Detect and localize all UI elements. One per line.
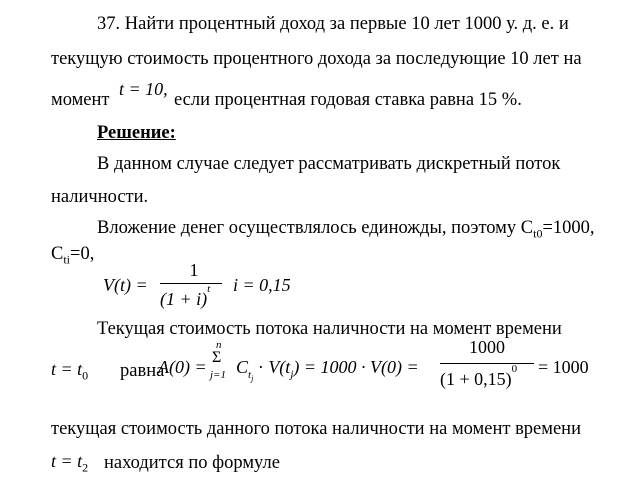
t-equals-10: t = 10, [119, 79, 168, 99]
formula-1-rhs: i = 0,15 [233, 275, 291, 295]
problem-line-1: 37. Найти процентный доход за первые 10 лет 1000 у. д. е. и [97, 14, 569, 34]
formula-2-term: $C_{t_j} \cdot V(t_j) = 1000 \cdot V(0)$ = [236, 357, 419, 383]
formula-1-denominator: $(1 + i)^t$ [160, 283, 211, 309]
formula-2-denominator: $(1 + 0,15)^0$ [440, 363, 518, 389]
paragraph-1-line-2: наличности. [51, 187, 149, 207]
sum-lower-limit: j=1 [210, 369, 226, 381]
formula-2-rhs: = 1000 [538, 357, 589, 377]
problem-line-2: текущую стоимость процентного дохода за последующие 10 лет на [51, 49, 582, 69]
t-equals-t2: $t = t_2$ [51, 451, 89, 475]
sum-sign: Σ [212, 349, 222, 366]
formula-2-numerator: 1000 [469, 337, 505, 357]
formula-1-lhs: V(t) = [103, 275, 148, 295]
formula-1-fraction-bar [160, 283, 222, 284]
paragraph-1-line-1: В данном случае следует рассматривать дискретный поток [97, 154, 561, 174]
solution-heading: Решение: [97, 123, 176, 143]
word-ravna: равна [120, 361, 165, 381]
formula-2-fraction-bar [440, 363, 534, 364]
paragraph-2-line-2: $C_{ti}=0$, [51, 244, 95, 267]
problem-line-3-suffix: если процентная годовая ставка равна 15 %. [174, 90, 522, 110]
formula-2-lhs: A(0) = [158, 357, 207, 377]
paragraph-3-line-1: Текущая стоимость потока наличности на момент времени [97, 319, 562, 339]
sum-upper-limit: n [216, 339, 222, 351]
t-equals-t0: $t = t_0$ [51, 359, 89, 383]
problem-line-3-prefix: момент [51, 90, 110, 110]
paragraph-4-line-1: текущая стоимость данного потока наличности на момент времени [51, 419, 581, 439]
paragraph-2-line-1: Вложение денег осуществлялось единожды, поэтому $C_{t0}=1000$, [97, 218, 595, 241]
paragraph-4-rest: находится по формуле [104, 453, 280, 473]
formula-1-numerator: 1 [189, 260, 199, 280]
